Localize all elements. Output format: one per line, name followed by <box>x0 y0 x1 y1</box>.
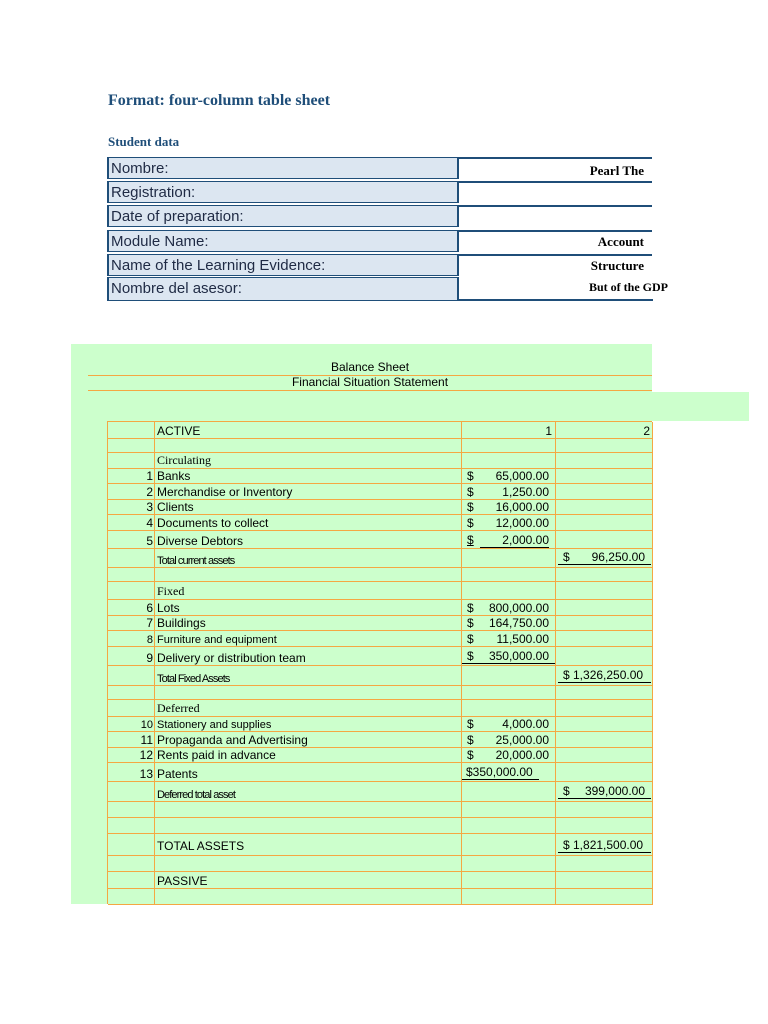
balance-sheet-grid <box>107 421 652 904</box>
row-number: 8 <box>146 634 153 646</box>
value-evidence: Structure <box>459 254 652 276</box>
account-name: Stationery and supplies <box>154 717 461 731</box>
total-current-assets: 96,250.00 <box>591 550 645 564</box>
table-row <box>108 686 653 700</box>
label-nombre: Nombre: <box>107 157 459 179</box>
sheet-subtitle: Financial Situation Statement <box>88 375 652 391</box>
active-heading: ACTIVE <box>154 422 461 438</box>
total-current-assets-label: Total current assets <box>154 549 461 567</box>
account-name: Documents to collect <box>154 515 461 530</box>
table-row <box>108 549 653 568</box>
table-row <box>108 889 653 905</box>
table-row <box>108 647 653 666</box>
table-row <box>108 439 653 453</box>
amount: 65,000.00 <box>495 469 549 483</box>
amount: 800,000.00 <box>488 601 549 615</box>
amount: 1,250.00 <box>502 485 549 499</box>
table-row <box>108 748 653 763</box>
table-row <box>108 782 653 802</box>
table-row <box>108 453 653 469</box>
table-row <box>108 422 653 439</box>
currency-sign: $ <box>467 616 474 630</box>
account-name: Lots <box>154 600 461 615</box>
currency-sign: $ <box>563 784 570 798</box>
total-deferred-assets: 399,000.00 <box>584 784 645 798</box>
deferred-heading: Deferred <box>154 700 461 716</box>
table-row <box>108 616 653 631</box>
currency-sign: $ <box>467 632 474 646</box>
currency-sign: $ <box>467 717 474 731</box>
currency-sign: $ <box>467 748 474 762</box>
amount: 25,000.00 <box>495 733 549 747</box>
table-row <box>108 732 653 748</box>
total-assets: $ 1,821,500.00 <box>563 838 644 852</box>
table-row <box>108 666 653 686</box>
value-module: Account <box>459 230 652 252</box>
value-nombre: Pearl The <box>459 157 652 179</box>
account-name: Rents paid in advance <box>154 748 461 762</box>
row-number: 1 <box>146 469 153 483</box>
currency-sign: $ <box>467 649 474 663</box>
row-number: 11 <box>140 733 153 747</box>
row-number: 6 <box>146 601 153 615</box>
label-evidence: Name of the Learning Evidence: <box>107 254 459 276</box>
total-fixed-assets-label: Total Fixed Assets <box>154 666 461 685</box>
table-row <box>108 818 653 834</box>
table-row <box>108 568 653 582</box>
table-row <box>108 700 653 717</box>
total-deferred-assets-label: Deferred total asset <box>154 782 461 801</box>
row-number: 7 <box>146 616 153 630</box>
value-advisor: But of the GDP <box>589 280 668 294</box>
row-number: 2 <box>146 485 153 499</box>
currency-sign: $ <box>467 516 474 530</box>
sheet-title: Balance Sheet <box>88 360 652 376</box>
row-number: 9 <box>146 651 153 665</box>
table-row <box>108 631 653 647</box>
table-row <box>108 469 653 484</box>
account-name: Clients <box>154 500 461 514</box>
column-1-header: 1 <box>461 422 555 438</box>
row-number: 10 <box>140 719 153 731</box>
currency-sign: $ <box>467 485 474 499</box>
account-name: Banks <box>154 469 461 483</box>
currency-sign: $ <box>467 533 474 547</box>
amount: $350,000.00 <box>466 765 533 779</box>
total-assets-label: TOTAL ASSETS <box>154 834 461 855</box>
value-registration <box>459 181 652 203</box>
table-row <box>108 515 653 531</box>
table-row <box>108 856 653 872</box>
account-name: Propaganda and Advertising <box>154 732 461 747</box>
table-row <box>108 600 653 616</box>
amount: 2,000.00 <box>480 533 549 548</box>
table-row <box>108 802 653 818</box>
label-advisor: Nombre del asesor: <box>107 277 459 301</box>
account-name: Patents <box>154 763 461 781</box>
passive-heading: PASSIVE <box>154 872 461 888</box>
account-name: Merchandise or Inventory <box>154 484 461 499</box>
table-row <box>108 582 653 600</box>
sheet-band-bg <box>71 392 749 421</box>
amount: 16,000.00 <box>495 500 549 514</box>
label-registration: Registration: <box>107 181 459 203</box>
fixed-heading: Fixed <box>154 582 461 599</box>
table-row <box>108 717 653 732</box>
table-row <box>108 872 653 889</box>
amount: 20,000.00 <box>495 748 549 762</box>
amount: 164,750.00 <box>488 616 549 630</box>
amount: 4,000.00 <box>502 717 549 731</box>
label-module: Module Name: <box>107 230 459 252</box>
account-name: Diverse Debtors <box>154 531 461 548</box>
row-number: 4 <box>146 516 153 530</box>
total-fixed-assets: $ 1,326,250.00 <box>563 668 644 682</box>
amount: 350,000.00 <box>488 649 549 663</box>
currency-sign: $ <box>563 550 570 564</box>
table-row <box>108 500 653 515</box>
amount: 11,500.00 <box>496 632 549 646</box>
row-number: 12 <box>139 748 153 762</box>
currency-sign: $ <box>467 469 474 483</box>
student-data-heading: Student data <box>108 134 180 149</box>
table-row <box>108 763 653 782</box>
currency-sign: $ <box>467 601 474 615</box>
amount: 12,000.00 <box>495 516 549 530</box>
row-number: 13 <box>139 767 153 781</box>
currency-sign: $ <box>467 500 474 514</box>
table-row <box>108 834 653 856</box>
currency-sign: $ <box>467 733 474 747</box>
table-row <box>108 531 653 549</box>
table-row <box>108 484 653 500</box>
document-title: Format: four-column table sheet <box>108 92 331 109</box>
label-date: Date of preparation: <box>107 205 459 227</box>
value-date <box>459 205 652 227</box>
row-number: 3 <box>146 500 153 514</box>
account-name: Delivery or distribution team <box>154 647 461 665</box>
column-2-header: 2 <box>555 422 653 438</box>
row-number: 5 <box>146 534 153 548</box>
account-name: Buildings <box>154 616 461 630</box>
account-name: Furniture and equipment <box>154 631 461 646</box>
circulating-heading: Circulating <box>154 453 461 468</box>
